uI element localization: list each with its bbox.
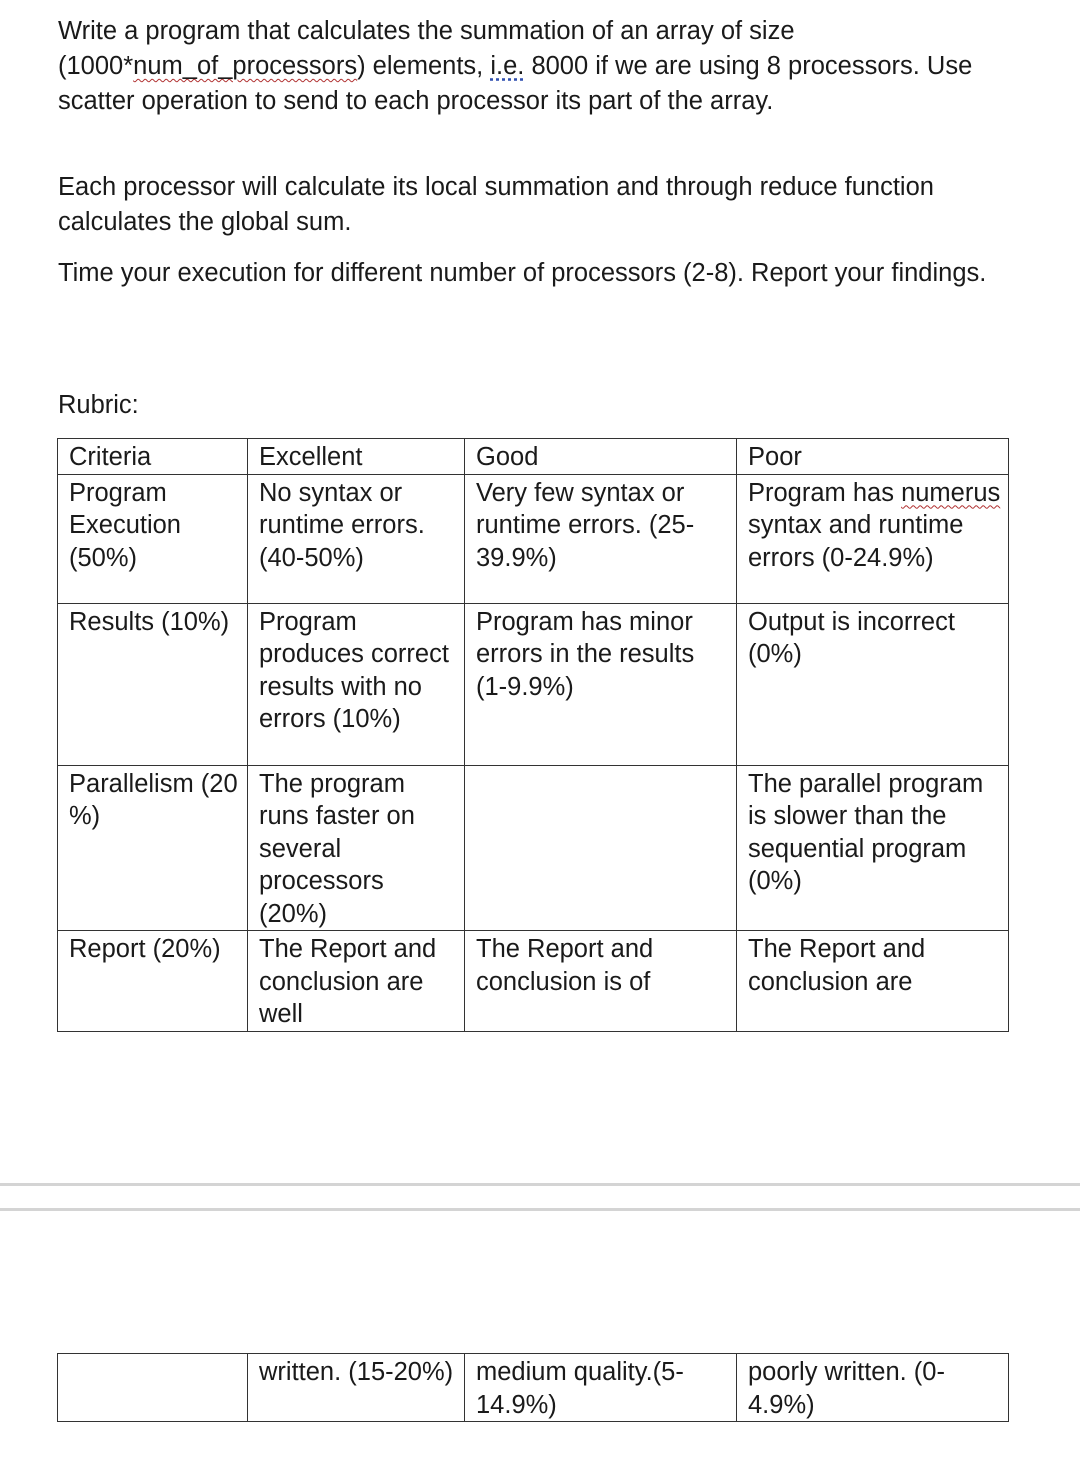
table-row xyxy=(58,603,1009,765)
poor-text: syntax and runtime errors (0-24.9%) xyxy=(748,511,964,572)
instruction-text: Each processor will calculate its local summation and through reduce function calculates the global sum. xyxy=(58,173,934,236)
criteria-cell: Results (10%) xyxy=(58,603,248,765)
page-break-divider xyxy=(0,1183,1080,1211)
poor-cell: Output is incorrect (0%) xyxy=(737,603,1009,765)
good-cell: Very few syntax or runtime errors. (25-39.9%) xyxy=(465,474,737,603)
excellent-cell: Program produces correct results with no errors (10%) xyxy=(248,603,465,765)
header-good: Good xyxy=(465,439,737,475)
poor-cell xyxy=(737,474,1009,603)
instruction-paragraph-1 xyxy=(58,14,1018,119)
spellcheck-flagged-word: num_of_processors xyxy=(133,52,358,80)
instruction-paragraph-2 xyxy=(58,170,1018,240)
grammar-flagged-word: i.e. xyxy=(490,52,525,80)
excellent-cell: The Report and conclusion are well xyxy=(248,931,465,1032)
header-poor: Poor xyxy=(737,439,1009,475)
good-cell: medium quality.(5-14.9%) xyxy=(465,1354,737,1422)
good-cell: Program has minor errors in the results (1-9.9%) xyxy=(465,603,737,765)
criteria-cell: Parallelism (20 %) xyxy=(58,765,248,931)
header-criteria: Criteria xyxy=(58,439,248,475)
good-cell xyxy=(465,765,737,931)
rubric-table xyxy=(57,438,1009,1032)
instruction-text: ) elements, xyxy=(357,52,491,80)
table-row xyxy=(58,474,1009,603)
poor-cell: The parallel program is slower than the sequential program (0%) xyxy=(737,765,1009,931)
table-row xyxy=(58,765,1009,931)
instruction-text: Write a program that calculates the summation of an array of size (1000* xyxy=(58,17,795,80)
poor-cell: poorly written. (0-4.9%) xyxy=(737,1354,1009,1422)
instruction-text: 8000 if we are using 8 processors. Use scatter operation to send to each processor its part of the array. xyxy=(58,52,973,115)
excellent-cell: No syntax or runtime errors. (40-50%) xyxy=(248,474,465,603)
excellent-cell: The program runs faster on several processors (20%) xyxy=(248,765,465,931)
good-cell: The Report and conclusion is of xyxy=(465,931,737,1032)
header-excellent: Excellent xyxy=(248,439,465,475)
excellent-cell: written. (15-20%) xyxy=(248,1354,465,1422)
table-header-row xyxy=(58,439,1009,475)
criteria-cell xyxy=(58,1354,248,1422)
instruction-paragraph-3 xyxy=(58,256,1018,291)
table-row xyxy=(58,931,1009,1032)
spellcheck-flagged-word: numerus xyxy=(901,478,1001,507)
instruction-text: Time your execution for different number of processors (2-8). Report your findings. xyxy=(58,259,987,287)
rubric-heading: Rubric: xyxy=(58,391,139,419)
table-row xyxy=(58,1354,1009,1422)
criteria-cell: Program Execution (50%) xyxy=(58,474,248,603)
poor-text: Program has xyxy=(748,478,902,507)
criteria-cell: Report (20%) xyxy=(58,931,248,1032)
rubric-table-continuation xyxy=(57,1353,1009,1422)
poor-cell: The Report and conclusion are xyxy=(737,931,1009,1032)
